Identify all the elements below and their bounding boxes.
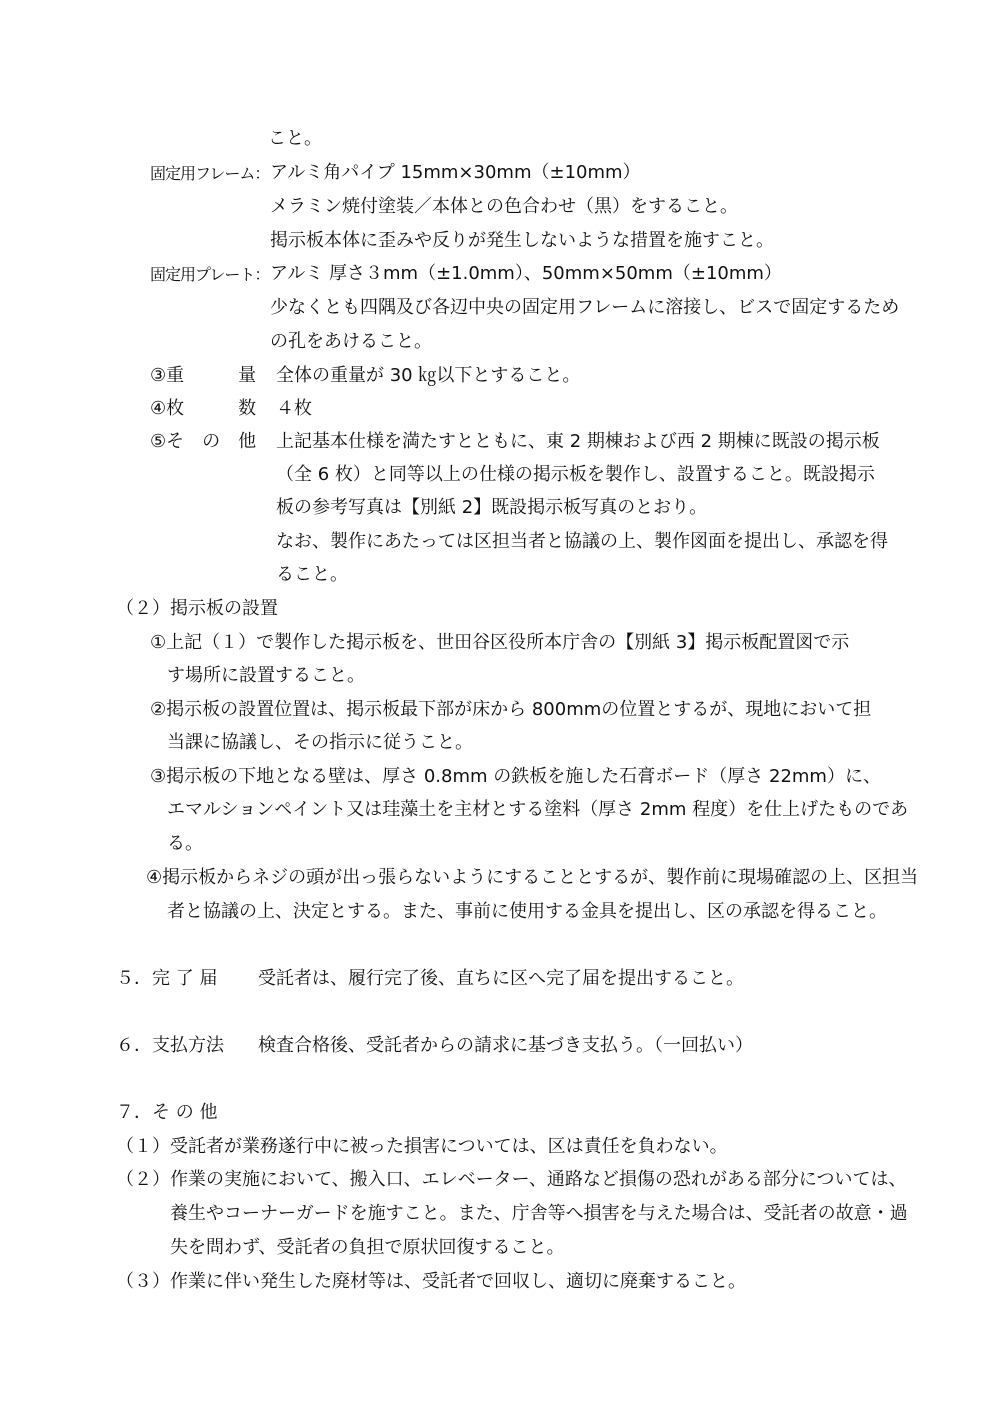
installation-heading: （２）掲示板の設置	[116, 598, 278, 619]
section7-item-line: （３）作業に伴い発生した廃材等は、受託者で回収し、適切に廃棄すること。	[116, 1271, 746, 1292]
section7-item-line: （１）受託者が業務遂行中に被った損害については、区は責任を負わない。	[116, 1136, 728, 1157]
installation-item-line: ④掲示板からネジの頭が出っ張らないようにすることとするが、製作前に現場確認の上、区担当	[146, 867, 919, 888]
spec-continuation: こと。	[268, 128, 322, 149]
count-label: ④枚 数	[150, 398, 257, 419]
installation-item-line: ③掲示板の下地となる壁は、厚さ 0.8mm の鉄板を施した石膏ボード（厚さ 22mm）に、	[150, 766, 881, 787]
count-text: ４枚	[276, 398, 312, 419]
other-text-line: なお、製作にあたっては区担当者と協議の上、製作図面を提出し、承認を得	[276, 531, 888, 552]
plate-spec-line: の孔をあけること。	[270, 331, 432, 352]
frame-label: 固定用フレーム：	[150, 164, 270, 183]
weight-text: 全体の重量が 30 ㎏以下とすること。	[276, 365, 581, 386]
installation-item-line: る。	[167, 833, 203, 854]
section5-label: ５．完 了 届	[116, 968, 218, 989]
plate-spec-line: アルミ 厚さ３mm（±1.0mm）、50mm×50mm（±10mm）	[270, 263, 782, 284]
other-text-line: 上記基本仕様を満たすとともに、東 2 期棟および西 2 期棟に既設の掲示板	[276, 431, 880, 452]
plate-spec-line: 少なくとも四隅及び各辺中央の固定用フレームに溶接し、ビスで固定するため	[270, 297, 900, 318]
frame-spec-line: 掲示板本体に歪みや反りが発生しないような措置を施すこと。	[270, 230, 774, 251]
installation-item-line: 当課に協議し、その指示に従うこと。	[167, 732, 473, 753]
installation-item-line: 者と協議の上、決定とする。また、事前に使用する金具を提出し、区の承認を得ること。	[167, 901, 887, 922]
frame-spec-line: アルミ角パイプ 15mm×30mm（±10mm）	[270, 162, 641, 183]
plate-label: 固定用プレート：	[150, 265, 270, 284]
section7-item-line: （２）作業の実施において、搬入口、エレベーター、通路など損傷の恐れがある部分については、	[116, 1169, 907, 1190]
installation-item-line: ①上記（１）で製作した掲示板を、世田谷区役所本庁舎の【別紙 3】掲示板配置図で示	[150, 632, 850, 653]
section6-label: ６．支払方法	[116, 1035, 224, 1056]
section5-text: 受託者は、履行完了後、直ちに区へ完了届を提出すること。	[258, 968, 744, 989]
other-text-line: （全 6 枚）と同等以上の仕様の掲示板を製作し、設置すること。既設掲示	[276, 464, 875, 485]
section7-item-line: 養生やコーナーガードを施すこと。また、庁舎等へ損害を与えた場合は、受託者の故意・過	[170, 1203, 908, 1224]
frame-spec-line: メラミン焼付塗装／本体との色合わせ（黒）をすること。	[270, 196, 738, 217]
installation-item-line: ②掲示板の設置位置は、掲示板最下部が床から 800mmの位置とするが、現地において担	[150, 699, 872, 720]
section6-text: 検査合格後、受託者からの請求に基づき支払う。（一回払い）	[258, 1035, 753, 1056]
other-label: ⑤そ の 他	[150, 431, 257, 452]
other-text-line: ること。	[276, 564, 348, 585]
section7-heading: ７．そ の 他	[116, 1102, 218, 1123]
weight-label: ③重 量	[150, 365, 257, 386]
installation-item-line: エマルションペイント又は珪藻土を主材とする塗料（厚さ 2mm 程度）を仕上げたものであ	[167, 799, 909, 820]
section7-item-line: 失を問わず、受託者の負担で原状回復すること。	[170, 1237, 565, 1258]
other-text-line: 板の参考写真は【別紙 2】既設掲示板写真のとおり。	[276, 497, 708, 518]
installation-item-line: す場所に設置すること。	[167, 665, 365, 686]
